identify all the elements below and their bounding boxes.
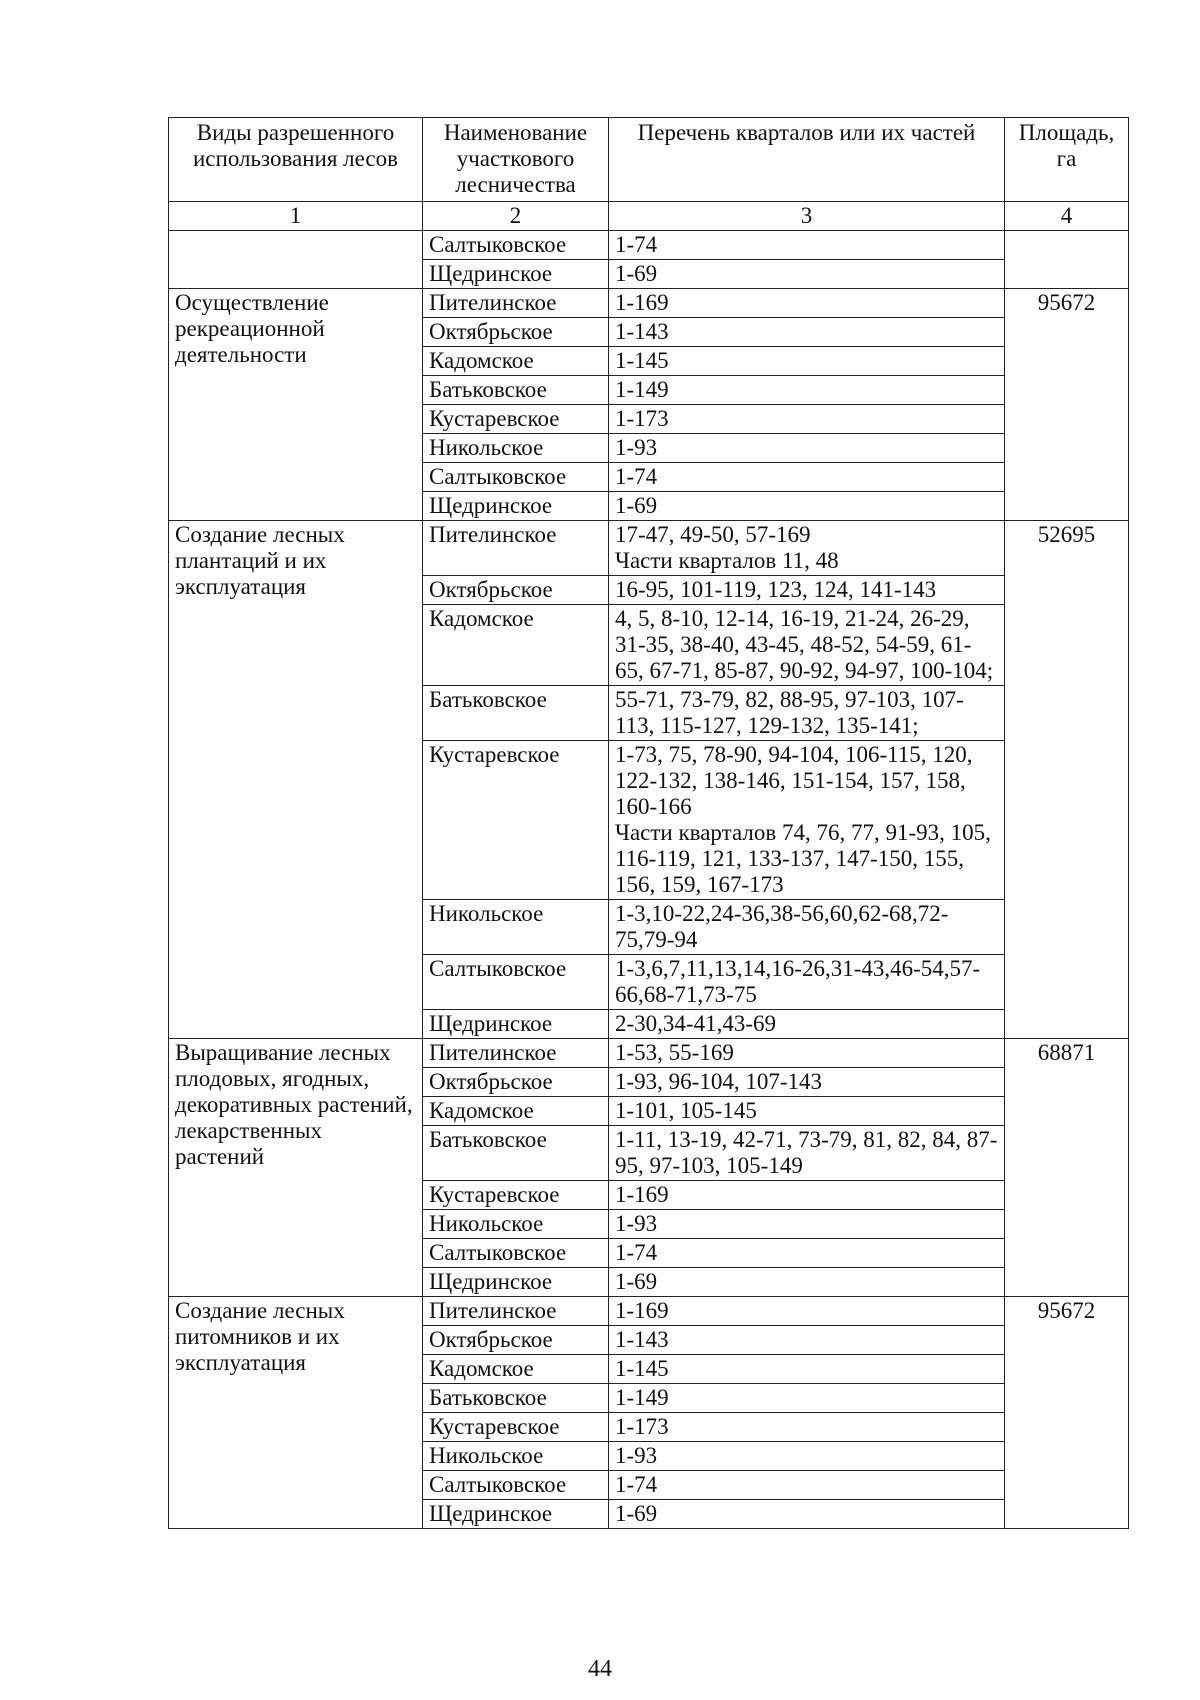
- use-type-cell: Осуществление рекреационной деятельности: [169, 289, 423, 521]
- quarters-list: 17-47, 49-50, 57-169: [615, 522, 811, 547]
- quarters-list: 2-30,34-41,43-69: [615, 1011, 776, 1036]
- forestry-name-cell: Октябрьское: [423, 318, 609, 347]
- quarters-cell: [609, 1442, 1005, 1471]
- column-number: 3: [609, 202, 1005, 231]
- quarters-cell: [609, 1326, 1005, 1355]
- quarters-list: 1-69: [615, 1501, 658, 1526]
- quarters-cell: [609, 1097, 1005, 1126]
- forestry-name-cell: Щедринское: [423, 492, 609, 521]
- quarters-list: 1-169: [615, 1182, 669, 1207]
- quarters-cell: [609, 1355, 1005, 1384]
- quarters-cell: [609, 1039, 1005, 1068]
- quarters-cell: [609, 260, 1005, 289]
- quarters-cell: [609, 318, 1005, 347]
- header-quarters-list: Перечень кварталов или их частей: [609, 118, 1005, 202]
- quarters-cell: [609, 231, 1005, 260]
- forestry-name-cell: Октябрьское: [423, 1326, 609, 1355]
- quarters-list: 1-74: [615, 464, 658, 489]
- forestry-name-cell: Пителинское: [423, 289, 609, 318]
- quarters-list: 1-69: [615, 1269, 658, 1294]
- partial-quarters-list: Части кварталов 11, 48: [615, 548, 839, 573]
- forestry-name-cell: Пителинское: [423, 521, 609, 576]
- forestry-name-cell: Батьковское: [423, 1126, 609, 1181]
- quarters-list: 1-173: [615, 1414, 669, 1439]
- forestry-name-cell: Батьковское: [423, 686, 609, 741]
- quarters-cell: [609, 1268, 1005, 1297]
- forest-use-table: [168, 117, 1129, 1529]
- area-cell: [1005, 231, 1129, 289]
- header-row: [169, 118, 1129, 202]
- area-cell: 95672: [1005, 1297, 1129, 1529]
- quarters-list: 1-143: [615, 1327, 669, 1352]
- quarters-cell: [609, 405, 1005, 434]
- forestry-name-cell: Пителинское: [423, 1039, 609, 1068]
- forestry-name-cell: Кустаревское: [423, 1181, 609, 1210]
- forestry-name-cell: Щедринское: [423, 1268, 609, 1297]
- area-cell: 52695: [1005, 521, 1129, 1039]
- quarters-list: 1-74: [615, 1472, 658, 1497]
- column-number-row: [169, 202, 1129, 231]
- table-row: [169, 231, 1129, 260]
- quarters-list: 1-74: [615, 1240, 658, 1265]
- quarters-list: 1-93: [615, 435, 658, 460]
- column-number: 2: [423, 202, 609, 231]
- quarters-cell: [609, 955, 1005, 1010]
- quarters-cell: [609, 1126, 1005, 1181]
- quarters-list: 1-149: [615, 1385, 669, 1410]
- table-row: [169, 521, 1129, 576]
- quarters-cell: [609, 1210, 1005, 1239]
- forestry-name-cell: Октябрьское: [423, 1068, 609, 1097]
- use-type-cell: Выращивание лесных плодовых, ягодных, декоративных растений, лекарственных растений: [169, 1039, 423, 1297]
- quarters-cell: [609, 1384, 1005, 1413]
- use-type-cell: Создание лесных питомников и их эксплуатация: [169, 1297, 423, 1529]
- partial-quarters-list: Части кварталов 74, 76, 77, 91-93, 105, 116-119, 121, 133-137, 147-150, 155, 156, 159, 167-173: [615, 820, 991, 897]
- forestry-name-cell: Щедринское: [423, 1500, 609, 1529]
- quarters-cell: [609, 900, 1005, 955]
- forestry-name-cell: Салтыковское: [423, 1471, 609, 1500]
- quarters-list: 1-3,10-22,24-36,38-56,60,62-68,72-75,79-94: [615, 901, 949, 952]
- quarters-cell: [609, 741, 1005, 900]
- quarters-list: 1-69: [615, 261, 658, 286]
- forestry-name-cell: Кустаревское: [423, 741, 609, 900]
- quarters-list: 1-74: [615, 232, 658, 257]
- quarters-list: 1-11, 13-19, 42-71, 73-79, 81, 82, 84, 87-95, 97-103, 105-149: [615, 1127, 998, 1178]
- quarters-list: 1-69: [615, 493, 658, 518]
- forestry-name-cell: Никольское: [423, 434, 609, 463]
- quarters-list: 1-145: [615, 1356, 669, 1381]
- table-row: [169, 289, 1129, 318]
- forestry-name-cell: Пителинское: [423, 1297, 609, 1326]
- quarters-list: 1-53, 55-169: [615, 1040, 734, 1065]
- quarters-list: 1-169: [615, 1298, 669, 1323]
- forestry-name-cell: Кадомское: [423, 347, 609, 376]
- quarters-list: 1-143: [615, 319, 669, 344]
- quarters-list: 1-149: [615, 377, 669, 402]
- quarters-list: 16-95, 101-119, 123, 124, 141-143: [615, 577, 937, 602]
- header-forestry-name: Наименование участкового лесничества: [423, 118, 609, 202]
- quarters-cell: [609, 347, 1005, 376]
- quarters-cell: [609, 1413, 1005, 1442]
- forestry-name-cell: Щедринское: [423, 260, 609, 289]
- quarters-cell: [609, 1010, 1005, 1039]
- forestry-name-cell: Батьковское: [423, 1384, 609, 1413]
- forestry-name-cell: Салтыковское: [423, 955, 609, 1010]
- quarters-list: 55-71, 73-79, 82, 88-95, 97-103, 107-113, 115-127, 129-132, 135-141;: [615, 687, 964, 738]
- quarters-list: 1-169: [615, 290, 669, 315]
- quarters-cell: [609, 1471, 1005, 1500]
- area-cell: 68871: [1005, 1039, 1129, 1297]
- table-row: [169, 1039, 1129, 1068]
- quarters-cell: [609, 1297, 1005, 1326]
- quarters-cell: [609, 463, 1005, 492]
- area-cell: 95672: [1005, 289, 1129, 521]
- quarters-list: 1-101, 105-145: [615, 1098, 757, 1123]
- forestry-name-cell: Никольское: [423, 900, 609, 955]
- forestry-name-cell: Кадомское: [423, 1097, 609, 1126]
- table-header: [169, 118, 1129, 231]
- forestry-name-cell: Кустаревское: [423, 405, 609, 434]
- quarters-cell: [609, 289, 1005, 318]
- quarters-list: 1-73, 75, 78-90, 94-104, 106-115, 120, 122-132, 138-146, 151-154, 157, 158, 160-166: [615, 742, 973, 819]
- forestry-name-cell: Кадомское: [423, 605, 609, 686]
- quarters-list: 1-93: [615, 1443, 658, 1468]
- quarters-list: 1-93: [615, 1211, 658, 1236]
- forestry-name-cell: Кадомское: [423, 1355, 609, 1384]
- quarters-cell: [609, 605, 1005, 686]
- quarters-cell: [609, 434, 1005, 463]
- quarters-list: 1-173: [615, 406, 669, 431]
- quarters-cell: [609, 686, 1005, 741]
- forestry-name-cell: Салтыковское: [423, 463, 609, 492]
- use-type-cell: Создание лесных плантаций и их эксплуатация: [169, 521, 423, 1039]
- forestry-name-cell: Салтыковское: [423, 1239, 609, 1268]
- forestry-name-cell: Кустаревское: [423, 1413, 609, 1442]
- quarters-cell: [609, 521, 1005, 576]
- header-area: Площадь, га: [1005, 118, 1129, 202]
- quarters-cell: [609, 1068, 1005, 1097]
- quarters-list: 1-145: [615, 348, 669, 373]
- quarters-cell: [609, 376, 1005, 405]
- use-type-cell: [169, 231, 423, 289]
- forestry-name-cell: Октябрьское: [423, 576, 609, 605]
- quarters-cell: [609, 492, 1005, 521]
- table-body: [169, 231, 1129, 1529]
- quarters-cell: [609, 1181, 1005, 1210]
- page-number: 44: [588, 1656, 612, 1682]
- forestry-name-cell: Никольское: [423, 1210, 609, 1239]
- column-number: 4: [1005, 202, 1129, 231]
- quarters-list: 1-93, 96-104, 107-143: [615, 1069, 822, 1094]
- quarters-cell: [609, 1239, 1005, 1268]
- table-row: [169, 1297, 1129, 1326]
- quarters-cell: [609, 1500, 1005, 1529]
- forestry-name-cell: Батьковское: [423, 376, 609, 405]
- quarters-list: 4, 5, 8-10, 12-14, 16-19, 21-24, 26-29, 31-35, 38-40, 43-45, 48-52, 54-59, 61-65, 67-71, 85-87, 90-92, 94-97, 100-104;: [615, 606, 994, 683]
- forestry-name-cell: Никольское: [423, 1442, 609, 1471]
- header-use-type: Виды разрешенного использования лесов: [169, 118, 423, 202]
- column-number: 1: [169, 202, 423, 231]
- forestry-name-cell: Щедринское: [423, 1010, 609, 1039]
- quarters-list: 1-3,6,7,11,13,14,16-26,31-43,46-54,57-66,68-71,73-75: [615, 956, 981, 1007]
- quarters-cell: [609, 576, 1005, 605]
- forestry-name-cell: Салтыковское: [423, 231, 609, 260]
